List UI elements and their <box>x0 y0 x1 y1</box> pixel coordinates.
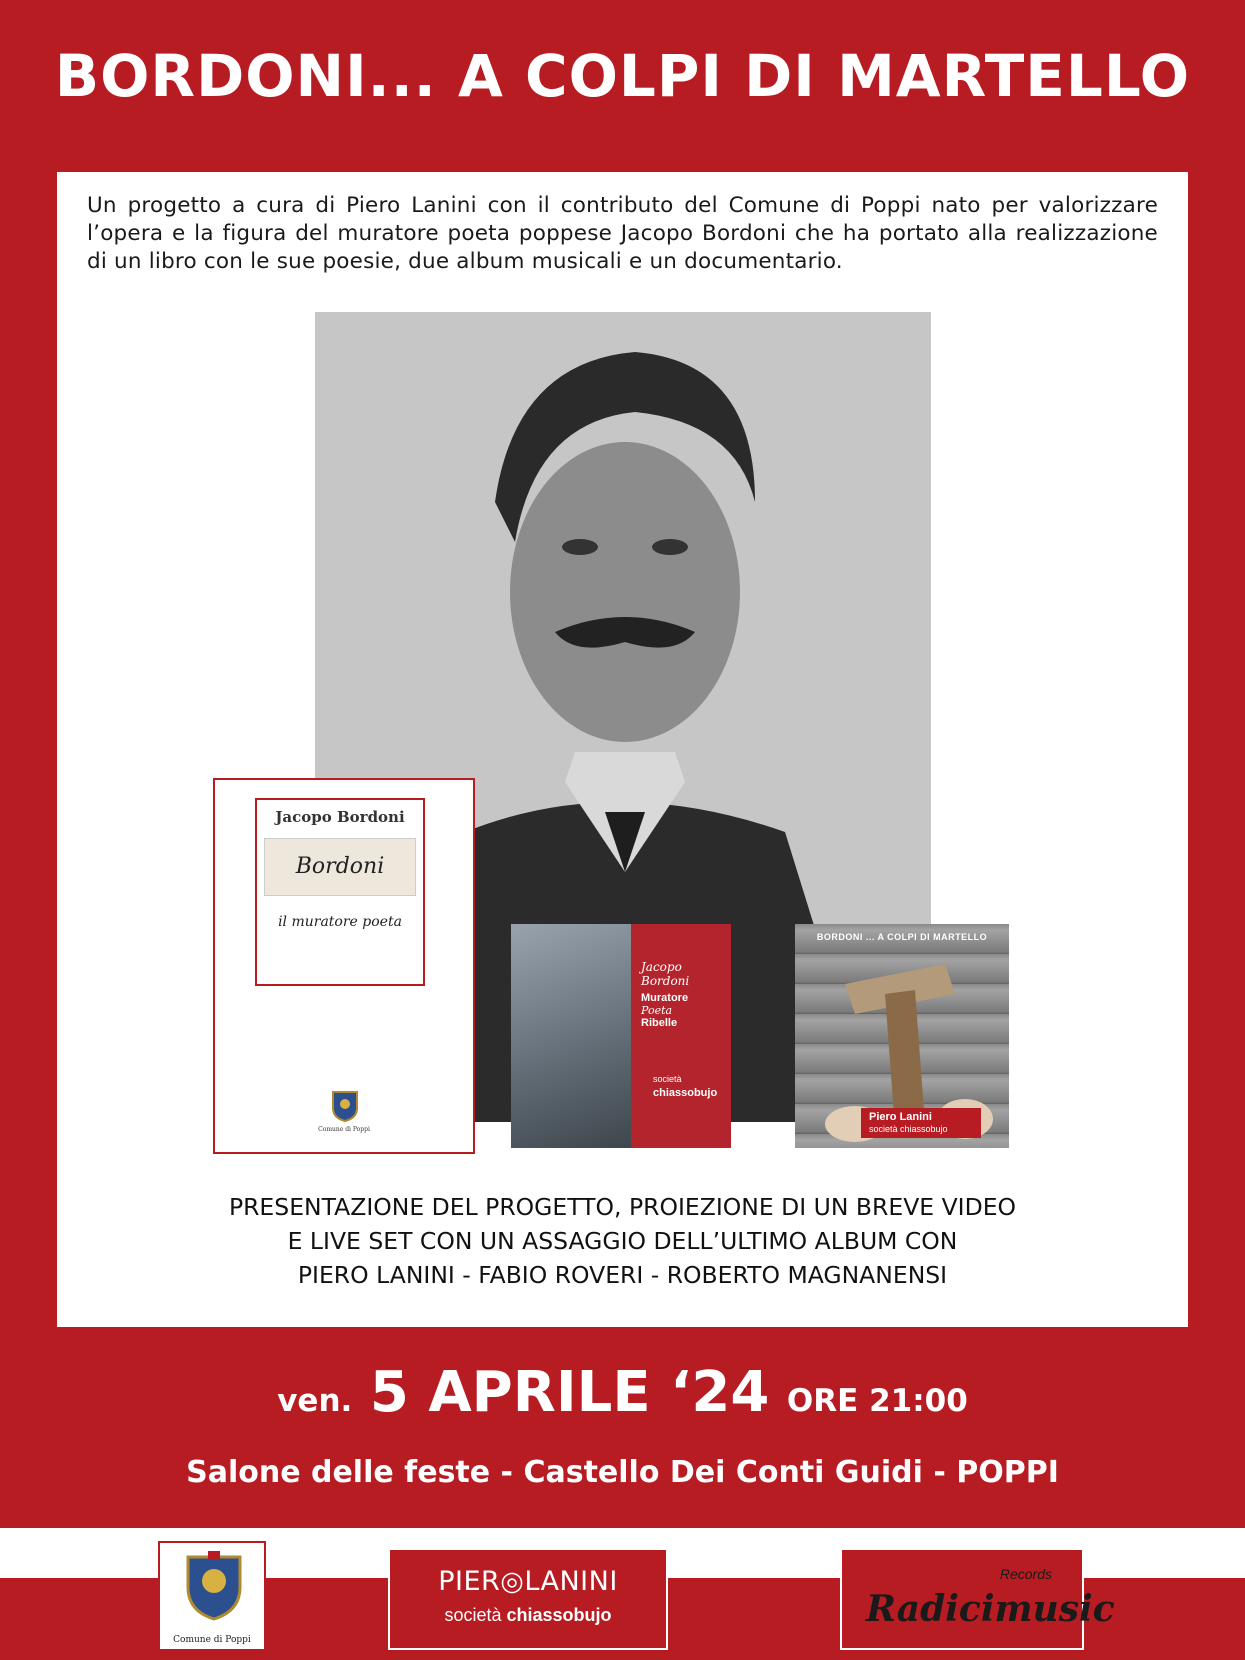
lanini-sub-name: chiassobujo <box>506 1605 612 1625</box>
book-author: Jacopo Bordoni <box>275 808 405 826</box>
poster-title: BORDONI... A COLPI DI MARTELLO <box>54 42 1191 110</box>
album-line-2: Poeta <box>641 1004 673 1017</box>
book-cover-muratore-poeta <box>213 778 475 1154</box>
event-venue: Salone delle feste - Castello Dei Conti Guidi - POPPI <box>186 1455 1059 1490</box>
publisher-name: chiassobujo <box>653 1087 718 1099</box>
album3-publisher: società chiassobujo <box>869 1124 948 1134</box>
radici-music-logo <box>840 1548 1115 1650</box>
album-line-1: Muratore <box>641 992 689 1004</box>
event-description <box>57 1190 1188 1292</box>
comune-di-poppi-logo <box>158 1541 266 1651</box>
description-line-1: PRESENTAZIONE DEL PROGETTO, PROIEZIONE DI UN BREVE VIDEO <box>228 1193 1017 1221</box>
description-line-3: PIERO LANINI - FABIO ROVERI - ROBERTO MAGNANENSI <box>297 1261 948 1289</box>
intro-text: Un progetto a cura di Piero Lanini con il contributo del Comune di Poppi nato per valorizzare l’opera e la figura del muratore poeta poppese Jacopo Bordoni che ha portato alla realizzazione di un libro con le sue poesie, due album musicali e un documentario. <box>87 193 1158 274</box>
signature-image: Bordoni <box>264 838 416 896</box>
book-subtitle: il muratore poeta <box>278 914 402 930</box>
lanini-sub-small: società <box>444 1605 502 1625</box>
lanini-name: PIER◎LANINI <box>438 1566 618 1597</box>
publisher-small: società <box>653 1074 682 1084</box>
lanini-sub <box>390 1605 666 1626</box>
description-line-2: E LIVE SET CON UN ASSAGGIO DELL’ULTIMO ALBUM CON <box>287 1227 958 1255</box>
event-time: ORE 21:00 <box>786 1383 968 1419</box>
crest-icon <box>184 1551 244 1621</box>
crest-icon <box>331 1090 359 1122</box>
event-date <box>0 1360 1245 1425</box>
album3-header: BORDONI ... A COLPI DI MARTELLO <box>816 932 988 942</box>
comune-label: Comune di Poppi <box>173 1635 251 1645</box>
crest-label: Comune di Poppi <box>318 1126 370 1133</box>
radici-records: Records <box>999 1566 1052 1582</box>
album-cover-muratore-poeta-ribelle <box>511 924 731 1148</box>
album3-label <box>861 1108 981 1138</box>
radici-main: Radicimusic <box>866 1588 1115 1630</box>
album3-artist: Piero Lanini <box>869 1111 932 1123</box>
album-cover-a-colpi-di-martello <box>795 924 1009 1148</box>
content-panel <box>57 172 1188 1327</box>
album-photo <box>511 924 631 1148</box>
album-author: Jacopo Bordoni <box>641 960 690 988</box>
album-line-3: Ribelle <box>641 1017 678 1029</box>
event-date-main: 5 APRILE ‘24 <box>369 1360 770 1425</box>
event-day: ven. <box>277 1383 353 1419</box>
book-title-frame <box>255 798 425 986</box>
album-publisher <box>653 1072 717 1100</box>
piero-lanini-logo <box>388 1548 668 1650</box>
album-cover-text <box>631 924 731 1148</box>
